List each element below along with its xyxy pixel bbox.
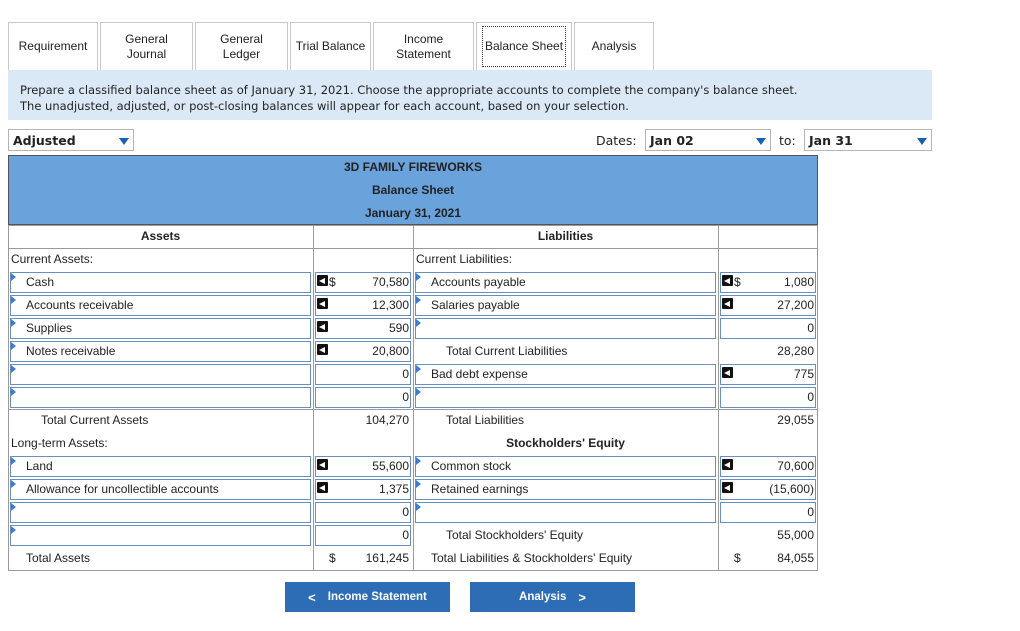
left-label-total-assets: Total Assets — [26, 551, 91, 565]
dates-label: Dates: — [596, 133, 637, 148]
date-from-value: Jan 02 — [650, 133, 694, 148]
grid-divider — [8, 225, 818, 226]
left-label-blank — [8, 386, 313, 409]
prev-button-label: Income Statement — [327, 591, 427, 603]
equity-heading: Stockholders' Equity — [506, 436, 625, 450]
left-label-supplies: Supplies — [26, 321, 73, 335]
left-amount-blank: 0 — [402, 528, 409, 542]
right-amount-common-stock: 70,600 — [777, 459, 814, 473]
grid-divider — [8, 248, 818, 249]
balance-type-value: Adjusted — [13, 133, 76, 148]
tab-balance-sheet-label: Balance Sheet — [482, 26, 566, 67]
right-label-blank — [413, 386, 718, 409]
left-amount-supplies: 590 — [388, 321, 409, 335]
next-analysis-button[interactable] — [470, 582, 635, 612]
right-amount-total-stockholders-equity: 55,000 — [777, 528, 814, 542]
date-to-value: Jan 31 — [809, 133, 853, 148]
left-label-allowance-for-uncollectible-accounts: Allowance for uncollectible accounts — [26, 482, 219, 496]
left-amount-total-current-assets: 104,270 — [365, 413, 409, 427]
tab-bar — [8, 22, 670, 70]
right-label-total-stockholders-equity: Total Stockholders' Equity — [446, 528, 584, 542]
left-label-blank — [8, 501, 313, 524]
left-amount-blank: 0 — [402, 390, 409, 404]
right-label-bad-debt-expense: Bad debt expense — [431, 367, 528, 381]
left-label-blank — [8, 363, 313, 386]
statement-title: Balance Sheet — [371, 183, 455, 197]
assets-heading: Assets — [140, 229, 181, 243]
tab-balance-sheet[interactable] — [476, 22, 572, 70]
tab-income-statement[interactable]: Income Statement — [373, 22, 474, 70]
instructions-line-2: The unadjusted, adjusted, or post-closing balances will appear for each account, based on your selection. — [20, 99, 629, 113]
left-amount-land: 55,600 — [372, 459, 409, 473]
left-amount-notes-receivable: 20,800 — [372, 344, 409, 358]
right-amount-blank: 0 — [807, 321, 814, 335]
right-amount-current-liabilities — [718, 248, 818, 271]
right-amount-accounts-payable: 1,080 — [783, 275, 814, 289]
right-amount-total-liabilities: 29,055 — [777, 413, 814, 427]
left-label-current-assets: Current Assets: — [11, 252, 94, 266]
right-label-blank — [413, 501, 718, 524]
left-amount-blank: 0 — [402, 505, 409, 519]
left-label-land: Land — [26, 459, 53, 473]
left-label-accounts-receivable: Accounts receivable — [26, 298, 134, 312]
tab-general-journal[interactable]: General Journal — [100, 22, 193, 70]
grid-divider — [413, 225, 414, 570]
instructions-panel — [8, 70, 932, 120]
left-amount-accounts-receivable: 12,300 — [372, 298, 409, 312]
left-label-total-current-assets: Total Current Assets — [41, 413, 149, 427]
tab-analysis[interactable]: Analysis — [574, 22, 654, 70]
chevron-down-icon — [917, 138, 927, 145]
left-label-cash: Cash — [26, 275, 55, 289]
right-label-current-liabilities: Current Liabilities: — [416, 252, 513, 266]
instructions-line-1: Prepare a classified balance sheet as of January 31, 2021. Choose the appropriate accounts to complete the company's balance sheet. — [20, 83, 798, 97]
chevron-left-icon: < — [308, 589, 316, 605]
grid-divider — [8, 570, 818, 571]
liabilities-heading: Liabilities — [537, 229, 594, 243]
right-label-salaries-payable: Salaries payable — [431, 298, 520, 312]
tab-general-ledger[interactable]: General Ledger — [195, 22, 288, 70]
chevron-down-icon — [119, 138, 129, 145]
left-amount-allowance-for-uncollectible-accounts: 1,375 — [378, 482, 409, 496]
right-label-accounts-payable: Accounts payable — [431, 275, 526, 289]
grid-divider — [8, 225, 9, 570]
balance-type-select[interactable] — [8, 129, 134, 151]
grid-divider — [8, 409, 818, 410]
to-label: to: — [779, 133, 796, 148]
grid-divider — [817, 225, 818, 570]
left-amount-current-assets — [313, 248, 413, 271]
right-amount-salaries-payable: 27,200 — [777, 298, 814, 312]
left-amount-total-assets: 161,245 — [365, 551, 409, 565]
next-button-label: Analysis — [519, 591, 567, 603]
left-label-notes-receivable: Notes receivable — [26, 344, 116, 358]
grid-divider — [313, 225, 314, 570]
left-dollar-sign: $ — [329, 275, 336, 289]
date-to-select[interactable] — [804, 129, 932, 151]
right-amount-total-liabilities-stockholders-equity: 84,055 — [777, 551, 814, 565]
statement-date: January 31, 2021 — [364, 206, 462, 220]
chevron-down-icon — [756, 138, 766, 145]
right-amount-bad-debt-expense: 775 — [793, 367, 814, 381]
date-from-select[interactable] — [645, 129, 771, 151]
left-dollar-sign: $ — [329, 551, 336, 565]
tab-trial-balance[interactable]: Trial Balance — [290, 22, 371, 70]
right-label-blank — [413, 317, 718, 340]
right-dollar-sign: $ — [734, 551, 741, 565]
left-label-blank — [8, 524, 313, 547]
grid-divider — [718, 225, 719, 570]
right-amount-blank: 0 — [807, 390, 814, 404]
right-amount-total-current-liabilities: 28,280 — [777, 344, 814, 358]
right-label-retained-earnings: Retained earnings — [431, 482, 529, 496]
left-amount-cash: 70,580 — [372, 275, 409, 289]
statement-header — [8, 155, 818, 225]
right-dollar-sign: $ — [734, 275, 741, 289]
right-label-total-liabilities: Total Liabilities — [446, 413, 525, 427]
chevron-right-icon: > — [578, 589, 586, 605]
right-amount-blank: 0 — [807, 505, 814, 519]
company-name: 3D FAMILY FIREWORKS — [343, 160, 483, 174]
right-amount-retained-earnings: (15,600) — [769, 482, 814, 496]
right-label-total-liabilities-stockholders-equity: Total Liabilities & Stockholders' Equity — [431, 551, 633, 565]
left-amount-long-term-assets — [313, 432, 413, 455]
right-label-common-stock: Common stock — [431, 459, 512, 473]
left-amount-blank: 0 — [402, 367, 409, 381]
tab-requirement[interactable]: Requirement — [8, 22, 98, 70]
right-label-total-current-liabilities: Total Current Liabilities — [446, 344, 568, 358]
left-label-long-term-assets: Long-term Assets: — [11, 436, 108, 450]
prev-income-statement-button[interactable] — [285, 582, 450, 612]
